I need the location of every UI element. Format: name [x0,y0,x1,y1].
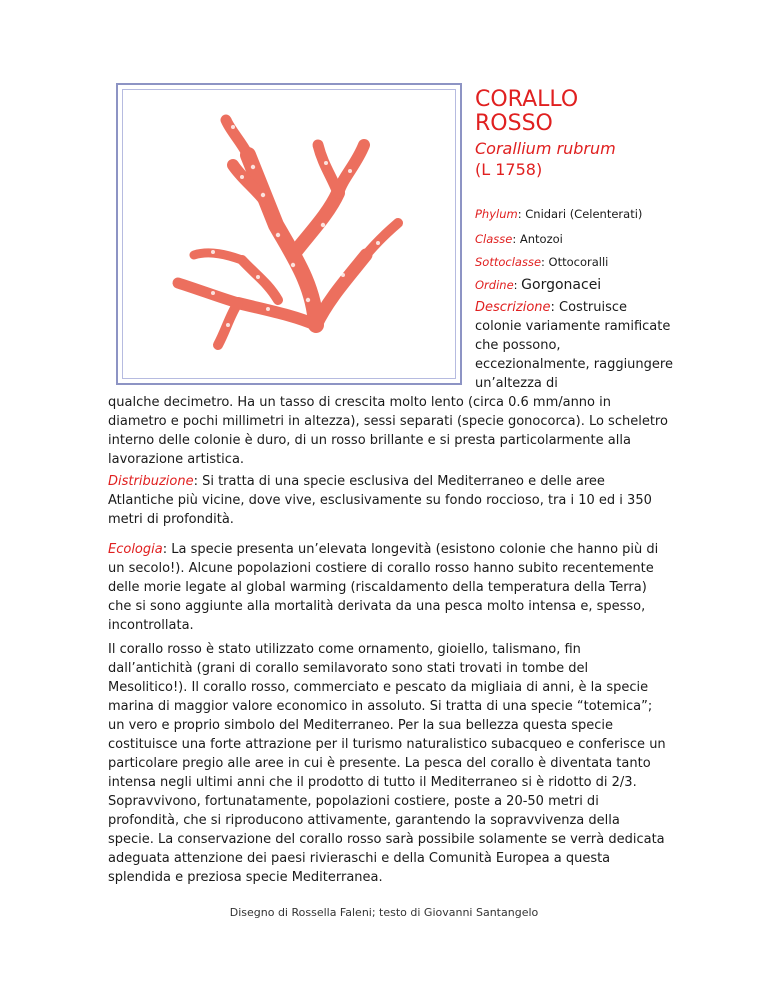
taxonomy-sottoclasse [475,255,608,269]
title-line-1: CORALLO [475,87,579,112]
ecologia-label: Ecologia [108,542,163,557]
species-title [475,88,705,136]
descrizione-text: : Costruisce colonie variamente ramificate che possono, eccezionalmente, raggiungere un’altezza di [475,300,673,391]
phylum-value: : Cnidari (Celenterati) [517,207,643,221]
ecologia-paragraph [108,540,668,635]
descrizione-continued: qualche decimetro. Ha un tasso di crescita molto lento (circa 0.6 mm/anno in diametro e pochi millimetri in altezza), sessi separati (specie gonocorca). Lo scheletro interno delle colonie è duro, di un rosso brillante e si presta particolarmente alla lavorazione artistica. [108,395,668,467]
coral-illustration [118,85,460,383]
descrizione-intro [475,298,675,393]
authority: (L 1758) [475,160,543,179]
taxonomy-phylum [475,207,642,221]
distribuzione-label: Distribuzione [108,474,194,489]
taxonomy-classe [475,232,563,246]
coral-branches [178,120,398,345]
ordine-label: Ordine [475,278,514,292]
final-paragraph: Il corallo rosso è stato utilizzato come ornamento, gioiello, talismano, fin dall’antichità (grani di corallo semilavorato sono stati trovati in tombe del Mesolitico!). Il corallo rosso, commerciato e pescato da migliaia di anni, è la specie marina di maggior valore economico in assoluto. Si tratta di una specie “totemica”; un vero e proprio simbolo del Mediterraneo. Per la sua bellezza questa specie costituisce una forte attrazione per il turismo naturalistico subacqueo e conferisce un particolare pregio alle aree in cui è presente. La pesca del corallo è diventata tanto intensa negli ultimi anni che il prodotto di tutto il Mediterraneo si è ridotto di 2/3. Sopravvivono, fortunatamente, popolazioni costiere, poste a 20-50 metri di profondità, che si riproducono attivamente, garantendo la sopravvivenza della specie. La conservazione del corallo rosso sarà possibile solamente se verrà dedicata adeguata attenzione dei paesi rivieraschi e della Comunità Europea a questa splendida e preziosa specie Mediterranea. [108,642,666,885]
distribuzione-text: : Si tratta di una specie esclusiva del Mediterraneo e delle aree Atlantiche più vicine, dove vive, esclusivamente su fondo roccioso, tra i 10 ed i 350 metri di profondità. [108,474,652,527]
credits-footer: Disegno di Rossella Faleni; testo di Giovanni Santangelo [229,906,539,919]
title-line-2: ROSSO [475,111,553,136]
sottoclasse-value: : Ottocoralli [541,255,609,269]
classe-value: : Antozoi [512,232,563,246]
ordine-sep: : [513,278,522,292]
phylum-label: Phylum [475,207,518,221]
sottoclasse-label: Sottoclasse [475,255,542,269]
coral-illustration-frame [116,83,462,385]
ordine-value: Gorgonacei [521,277,602,293]
descrizione-label: Descrizione [475,300,551,315]
taxonomy-ordine [475,277,601,293]
distribuzione-paragraph [108,472,668,529]
classe-label: Classe [475,232,513,246]
ecologia-text: : La specie presenta un’elevata longevità (esistono colonie che hanno più di un secolo!). Alcune popolazioni costiere di corallo rosso hanno subito recentemente delle morie legate al global warming (riscaldamento della temperatura della Terra) che si sono aggiunte alla mortalità derivata da una pesca molto intensa e, spesso, incontrollata. [108,542,659,633]
scientific-name: Corallium rubrum [475,139,616,158]
